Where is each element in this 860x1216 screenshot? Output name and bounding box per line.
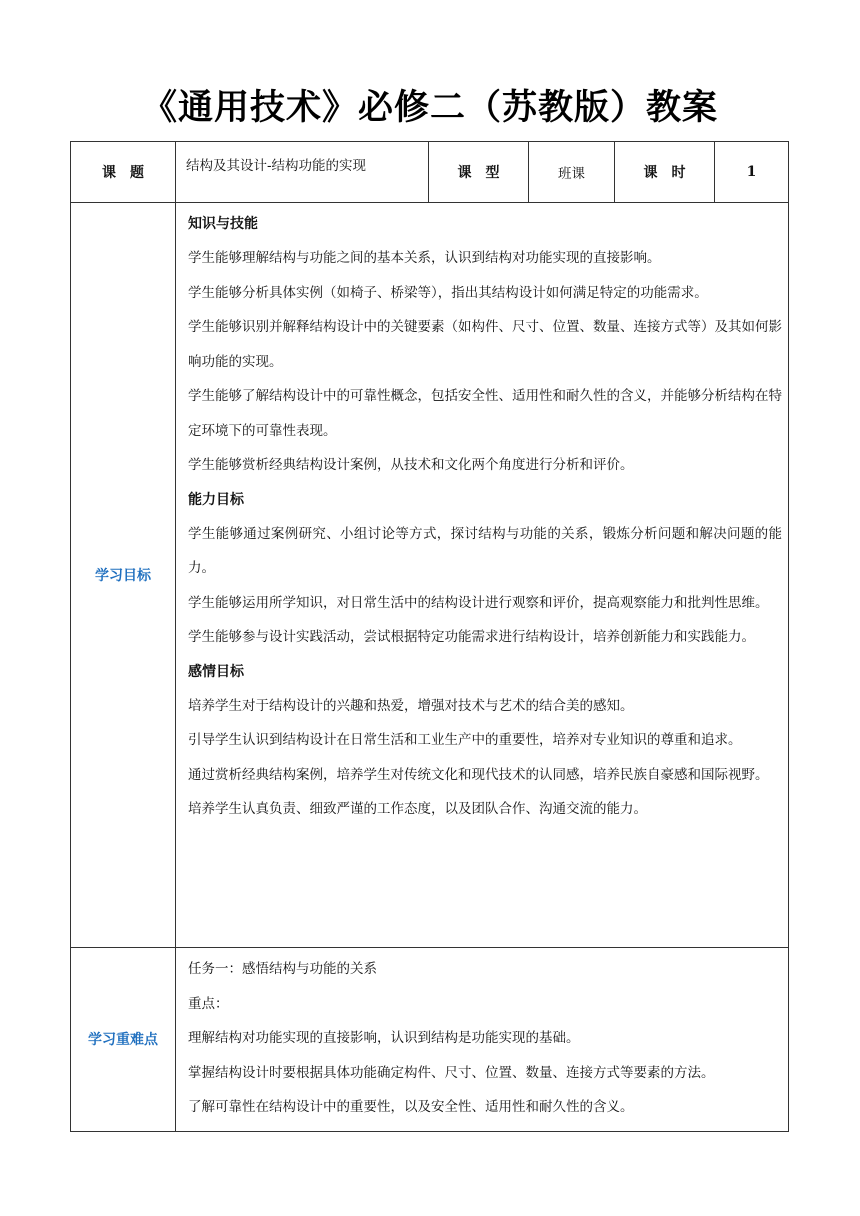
hours-value: 1 bbox=[715, 142, 789, 203]
key-point-line: 理解结构对功能实现的直接影响，认识到结构是功能实现的基础。 bbox=[188, 1030, 580, 1046]
objective-item: 学生能够参与设计实践活动，尝试根据特定功能需求进行结构设计，培养创新能力和实践能力。 bbox=[188, 629, 755, 645]
key-point-line: 了解可靠性在结构设计中的重要性，以及安全性、适用性和耐久性的含义。 bbox=[188, 1099, 634, 1115]
key-points-row bbox=[71, 948, 789, 1132]
section-heading-ability: 能力目标 bbox=[188, 491, 244, 508]
objective-item: 学生能够运用所学知识，对日常生活中的结构设计进行观察和评价，提高观察能力和批判性思维。 bbox=[188, 594, 769, 611]
key-point-line: 任务一：感悟结构与功能的关系 bbox=[188, 961, 377, 977]
document-title: 《通用技术》必修二（苏教版）教案 bbox=[141, 88, 718, 128]
key-points-label: 学习重难点 bbox=[71, 948, 176, 1132]
hours-label: 课 时 bbox=[615, 142, 715, 203]
type-value: 班课 bbox=[529, 142, 615, 203]
objective-item: 引导学生认识到结构设计在日常生活和工业生产中的重要性，培养对专业知识的尊重和追求。 bbox=[188, 732, 742, 748]
objective-item: 学生能够通过案例研究、小组讨论等方式，探讨结构与功能的关系，锻炼分析问题和解决问题的能力。 bbox=[188, 525, 782, 576]
objective-item: 学生能够识别并解释结构设计中的关键要素（如构件、尺寸、位置、数量、连接方式等）及其如何影响功能的实现。 bbox=[188, 319, 782, 370]
type-label: 课 型 bbox=[429, 142, 529, 203]
header-row bbox=[71, 142, 789, 203]
objective-item: 通过赏析经典结构案例，培养学生对传统文化和现代技术的认同感，培养民族自豪感和国际视野。 bbox=[188, 766, 769, 783]
topic-value: 结构及其设计-结构功能的实现 bbox=[176, 142, 429, 203]
section-heading-emotion: 感情目标 bbox=[188, 663, 244, 680]
objective-item: 培养学生认真负责、细致严谨的工作态度，以及团队合作、沟通交流的能力。 bbox=[188, 801, 647, 817]
topic-label: 课 题 bbox=[71, 142, 176, 203]
key-point-line: 重点： bbox=[188, 995, 229, 1012]
section-heading-knowledge: 知识与技能 bbox=[188, 216, 258, 232]
key-points-content bbox=[176, 948, 789, 1132]
objective-item: 学生能够赏析经典结构设计案例，从技术和文化两个角度进行分析和评价。 bbox=[188, 457, 634, 473]
objective-item: 学生能够了解结构设计中的可靠性概念，包括安全性、适用性和耐久性的含义，并能够分析结构在特定环境下的可靠性表现。 bbox=[188, 388, 782, 439]
objective-item: 培养学生对于结构设计的兴趣和热爱，增强对技术与艺术的结合美的感知。 bbox=[188, 697, 634, 714]
lesson-plan-table bbox=[70, 141, 789, 1132]
objectives-label: 学习目标 bbox=[71, 203, 176, 948]
objective-item: 学生能够理解结构与功能之间的基本关系，认识到结构对功能实现的直接影响。 bbox=[188, 250, 661, 266]
key-point-line: 掌握结构设计时要根据具体功能确定构件、尺寸、位置、数量、连接方式等要素的方法。 bbox=[188, 1064, 715, 1081]
objectives-row bbox=[71, 203, 789, 948]
objectives-content bbox=[176, 203, 789, 948]
objective-item: 学生能够分析具体实例（如椅子、桥梁等），指出其结构设计如何满足特定的功能需求。 bbox=[188, 284, 708, 301]
